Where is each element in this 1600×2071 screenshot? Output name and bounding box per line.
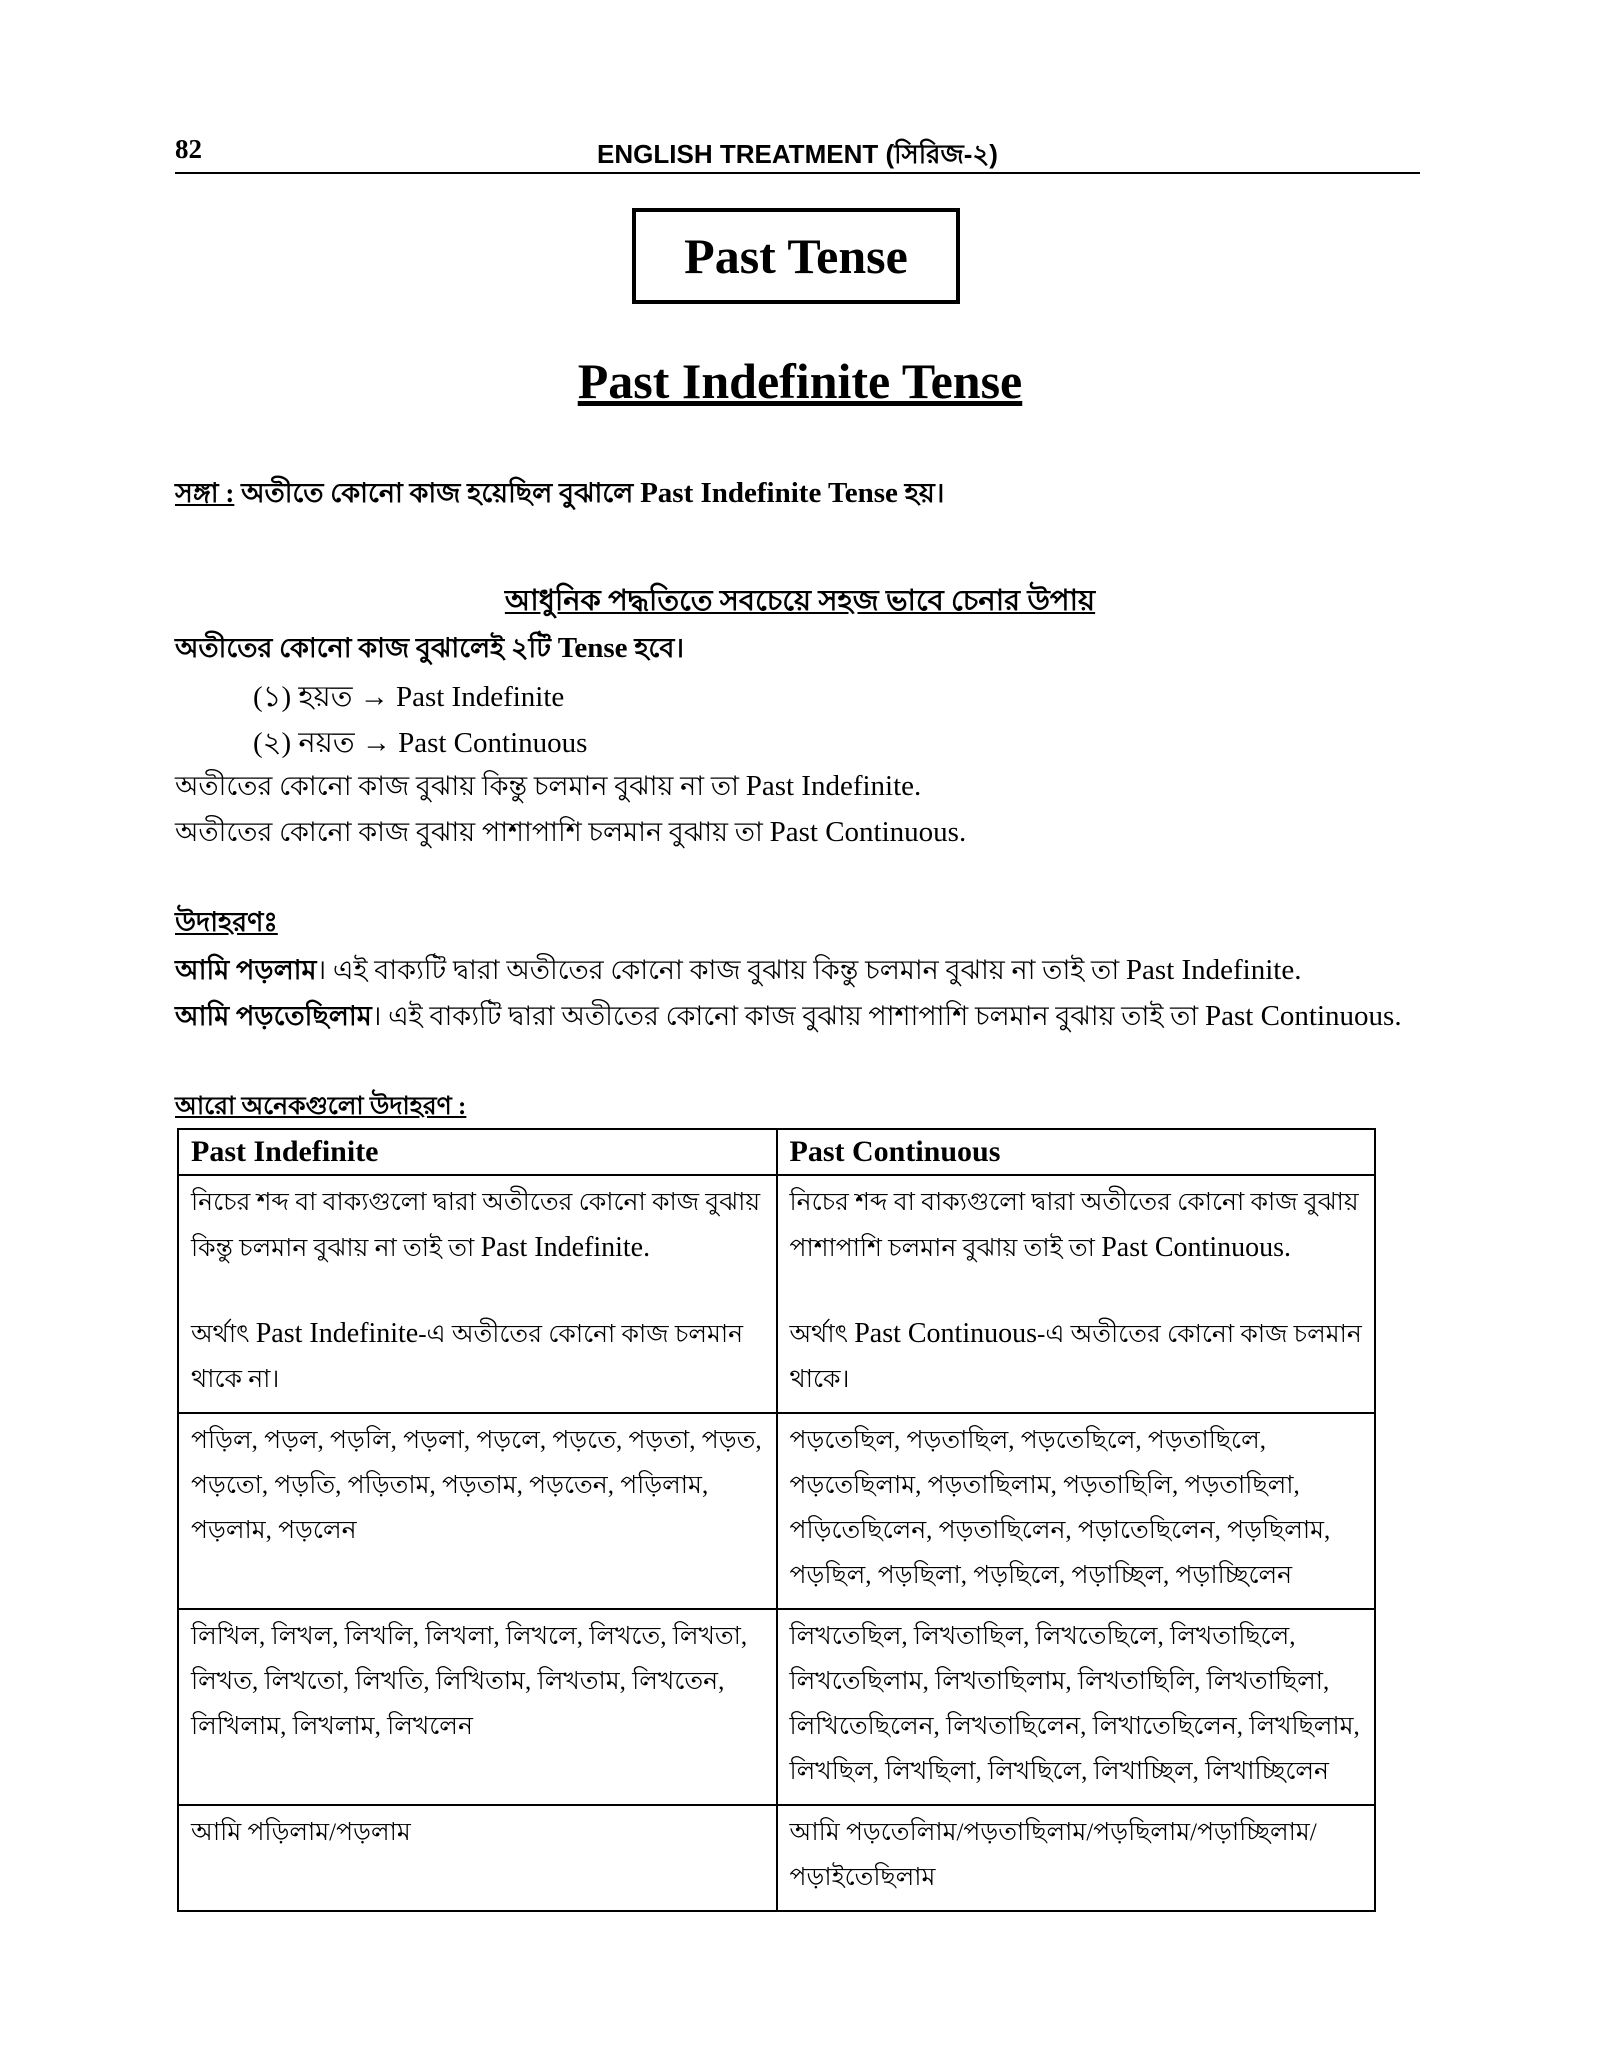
method-intro (175, 628, 684, 673)
column-header: Past Indefinite (178, 1129, 777, 1175)
table-row (178, 1413, 1375, 1609)
example-term: Past Continuous. (1205, 1000, 1402, 1032)
rule-text: অতীতের কোনো কাজ বুঝায় কিন্তু চলমান বুঝায় না তা (175, 771, 746, 801)
table-row (178, 1609, 1375, 1805)
examples-table (177, 1128, 1376, 1912)
rule-term: Past Continuous. (769, 816, 967, 848)
boxed-title: Past Tense (632, 208, 960, 304)
more-examples-heading: আরো অনেকগুলো উদাহরণ : (175, 1093, 467, 1120)
cell-text: নিচের শব্দ বা বাক্যগুলো দ্বারা অতীতের কোনো কাজ বুঝায় কিন্তু চলমান বুঝায় না তাই তা (191, 1189, 761, 1262)
list-item: (১) হয়ত → Past Indefinite (253, 681, 565, 713)
column-header: Past Continuous (777, 1129, 1376, 1175)
running-title: ENGLISH TREATMENT (সিরিজ-২) (597, 139, 998, 169)
table-cell: পড়তেছিল, পড়তাছিল, পড়তেছিলে, পড়তাছিলে, পড়তেছিলাম, পড়তাছিলাম, পড়তাছিলি, পড়তাছিলা, পড়িতেছিলেন, পড়তাছিলেন, পড়াতেছিলেন, পড়ছিলাম, পড়ছিল, পড়ছিলা, পড়ছিলে, পড়াচ্ছিল, পড়াচ্ছিলেন (777, 1413, 1376, 1609)
example-line (175, 996, 1402, 1041)
example-phrase: আমি পড়তেছিলাম (175, 1001, 372, 1031)
example-text: । এই বাক্যটি দ্বারা অতীতের কোনো কাজ বুঝায় পাশাপাশি চলমান বুঝায় তাই তা (371, 1001, 1205, 1031)
list-item: (২) নয়ত → Past Continuous (253, 727, 588, 759)
cell-term: Past Continuous. (1101, 1232, 1291, 1263)
method-heading: আধুনিক পদ্ধতিতে সবচেয়ে সহজ ভাবে চেনার উপায় (504, 585, 1096, 617)
table-cell: লিখতেছিল, লিখতাছিল, লিখতেছিলে, লিখতাছিলে, লিখতেছিলাম, লিখতাছিলাম, লিখতাছিলি, লিখতাছিলা, লিখিতেছিলেন, লিখতাছিলেন, লিখাতেছিলেন, লিখছিলাম, লিখছিল, লিখছিলা, লিখছিলে, লিখাচ্ছিল, লিখাচ্ছিলেন (777, 1609, 1376, 1805)
method-intro-text: অতীতের কোনো কাজ বুঝালেই ২টি (175, 633, 558, 663)
definition-label: সঙ্গা : (175, 478, 235, 508)
rule-line (175, 812, 966, 857)
cell-text: -এ অতীতের কোনো কাজ চলমান থাকে। (789, 1321, 1362, 1393)
method-intro-term: Tense (557, 632, 628, 664)
table-row (178, 1805, 1375, 1911)
definition-text: অতীতে কোনো কাজ হয়েছিল বুঝালে (234, 478, 641, 508)
cell-text: অর্থাৎ (191, 1321, 256, 1348)
table-cell (178, 1175, 777, 1413)
cell-text: নিচের শব্দ বা বাক্যগুলো দ্বারা অতীতের কোনো কাজ বুঝায় পাশাপাশি চলমান বুঝায় তাই তা (789, 1189, 1359, 1262)
example-phrase: আমি পড়লাম (175, 955, 317, 985)
table-header-row (178, 1129, 1375, 1175)
cell-term: Past Continuous (854, 1318, 1038, 1349)
definition-term: Past Indefinite Tense (640, 477, 898, 509)
rule-text: অতীতের কোনো কাজ বুঝায় পাশাপাশি চলমান বুঝায় তা (175, 817, 770, 847)
method-intro-end: হবে। (627, 633, 685, 663)
table-cell: আমি পড়তেলিাম/পড়তাছিলাম/পড়ছিলাম/পড়াচ্ছিলাম/ পড়াইতেছিলাম (777, 1805, 1376, 1911)
table-cell: লিখিল, লিখল, লিখলি, লিখলা, লিখলে, লিখতে, লিখতা, লিখত, লিখতো, লিখতি, লিখিতাম, লিখতাম, লিখতেন, লিখিলাম, লিখলাম, লিখলেন (178, 1609, 777, 1805)
example-term: Past Indefinite. (1125, 954, 1302, 986)
example-text: । এই বাক্যটি দ্বারা অতীতের কোনো কাজ বুঝায় কিন্তু চলমান বুঝায় না তাই তা (316, 955, 1126, 985)
table-row (178, 1175, 1375, 1413)
rule-term: Past Indefinite. (745, 770, 922, 802)
cell-text: -এ অতীতের কোনো কাজ চলমান থাকে না। (191, 1321, 744, 1393)
cell-text: অর্থাৎ (789, 1321, 855, 1348)
page-header (175, 130, 1420, 174)
table-cell: আমি পড়িলাম/পড়লাম (178, 1805, 777, 1911)
page-number: 82 (175, 134, 202, 164)
examples-heading: উদাহরণঃ (175, 907, 278, 937)
example-line (175, 950, 1301, 995)
definition-end: হয়। (897, 478, 945, 508)
rule-line (175, 766, 921, 811)
cell-term: Past Indefinite (255, 1318, 419, 1349)
cell-term: Past Indefinite. (480, 1232, 651, 1263)
table-cell: পড়িল, পড়ল, পড়লি, পড়লা, পড়লে, পড়তে, পড়তা, পড়ত, পড়তো, পড়তি, পড়িতাম, পড়তাম, পড়তেন, পড়িলাম, পড়লাম, পড়লেন (178, 1413, 777, 1609)
definition-line (175, 473, 944, 518)
table-cell (777, 1175, 1376, 1413)
main-heading: Past Indefinite Tense (577, 353, 1023, 409)
